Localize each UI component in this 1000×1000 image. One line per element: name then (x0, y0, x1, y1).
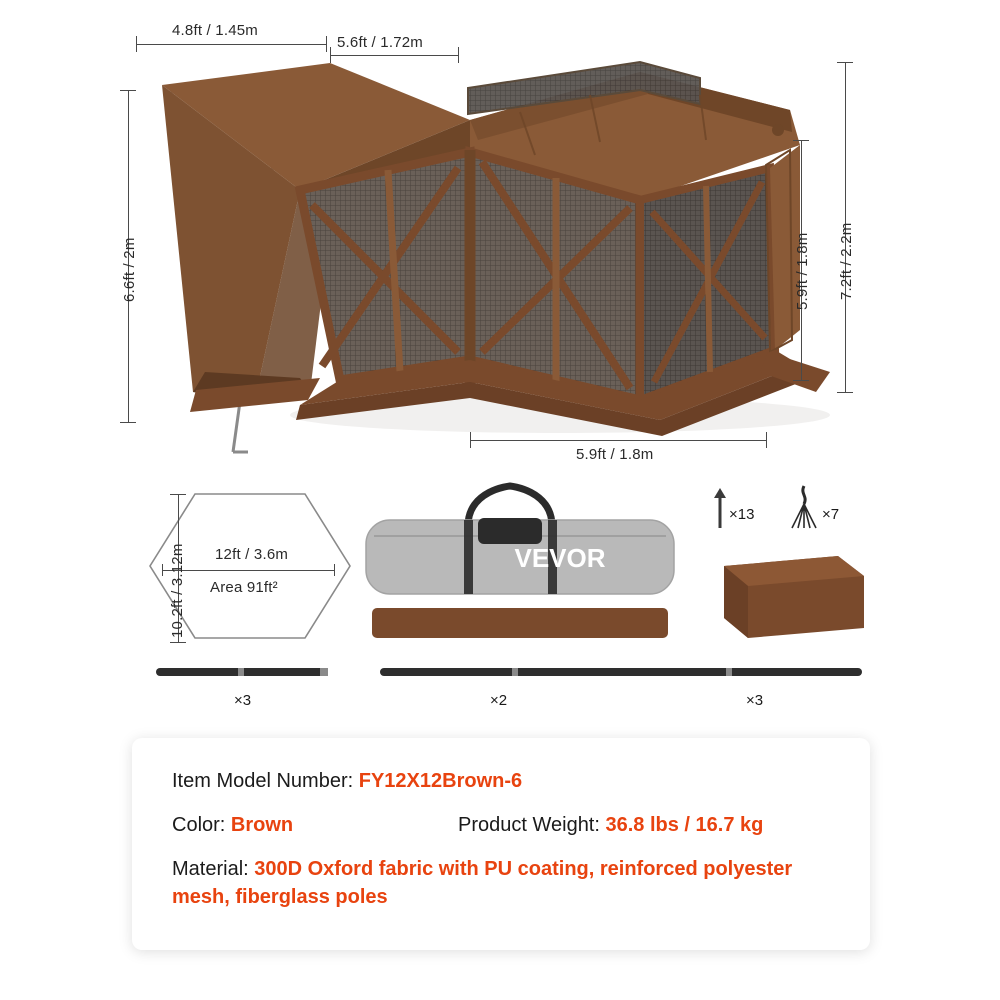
carry-bag (360, 482, 680, 602)
dim-wall-height: 5.9ft / 1.8m (794, 232, 811, 310)
material-row (172, 855, 830, 911)
tick (837, 392, 853, 393)
material-value: 300D Oxford fabric with PU coating, reinforced polyester mesh, fiberglass poles (172, 858, 793, 909)
dim-line-base-width (470, 440, 766, 441)
rope-icon (782, 482, 826, 530)
pole-count-2: ×2 (490, 692, 508, 709)
pole-group-2 (380, 668, 656, 676)
tick (326, 36, 327, 52)
model-value: FY12X12Brown-6 (358, 770, 523, 792)
pole-count-3: ×3 (746, 692, 764, 709)
dim-hex-width: 12ft / 3.6m (215, 546, 289, 563)
tick (170, 642, 186, 643)
pole-count-1: ×3 (234, 692, 252, 709)
dim-line-roof-width (330, 55, 458, 56)
tick (162, 564, 163, 576)
tick (120, 90, 136, 91)
weight-group (458, 812, 763, 840)
label-area: Area 91ft² (210, 579, 278, 596)
tick (334, 564, 335, 576)
tick (330, 47, 331, 63)
dim-awning-width: 4.8ft / 1.45m (172, 22, 258, 39)
pole-joint (320, 668, 328, 676)
material-label: Material: (172, 858, 255, 881)
tick (766, 432, 767, 448)
color-group (172, 812, 458, 840)
model-label: Item Model Number: (172, 770, 359, 792)
model-row (172, 768, 830, 796)
color-label: Color: (172, 813, 231, 836)
tick (793, 140, 809, 141)
dim-roof-width: 5.6ft / 1.72m (337, 34, 423, 51)
rope-count: ×7 (822, 506, 840, 523)
tick (470, 432, 471, 448)
dim-peak-height: 7.2ft / 2.2m (838, 222, 855, 300)
tick (837, 62, 853, 63)
pole-joint (238, 668, 244, 676)
stake-pouch (372, 608, 668, 638)
tick (793, 380, 809, 381)
dim-line-hex-width (162, 570, 334, 571)
stake-count: ×13 (729, 506, 755, 523)
tick (120, 422, 136, 423)
weight-value: 36.8 lbs / 16.7 kg (605, 813, 764, 836)
pole-joint (726, 668, 732, 676)
dim-line-awning-width (136, 44, 326, 45)
folded-fabric (718, 548, 868, 642)
pole-joint (512, 668, 518, 676)
dim-awning-height: 6.6ft / 2m (121, 237, 138, 302)
spec-card (132, 738, 870, 950)
tick (136, 36, 137, 52)
dim-base-width: 5.9ft / 1.8m (576, 446, 654, 463)
tick (170, 494, 186, 495)
svg-text:VEVOR: VEVOR (514, 543, 606, 573)
weight-label: Product Weight: (458, 813, 606, 836)
pole-group-3 (648, 668, 862, 676)
dim-hex-height: 10.2ft / 3.12m (169, 543, 186, 638)
color-value: Brown (230, 813, 294, 836)
color-weight-row (172, 812, 830, 840)
tick (458, 47, 459, 63)
